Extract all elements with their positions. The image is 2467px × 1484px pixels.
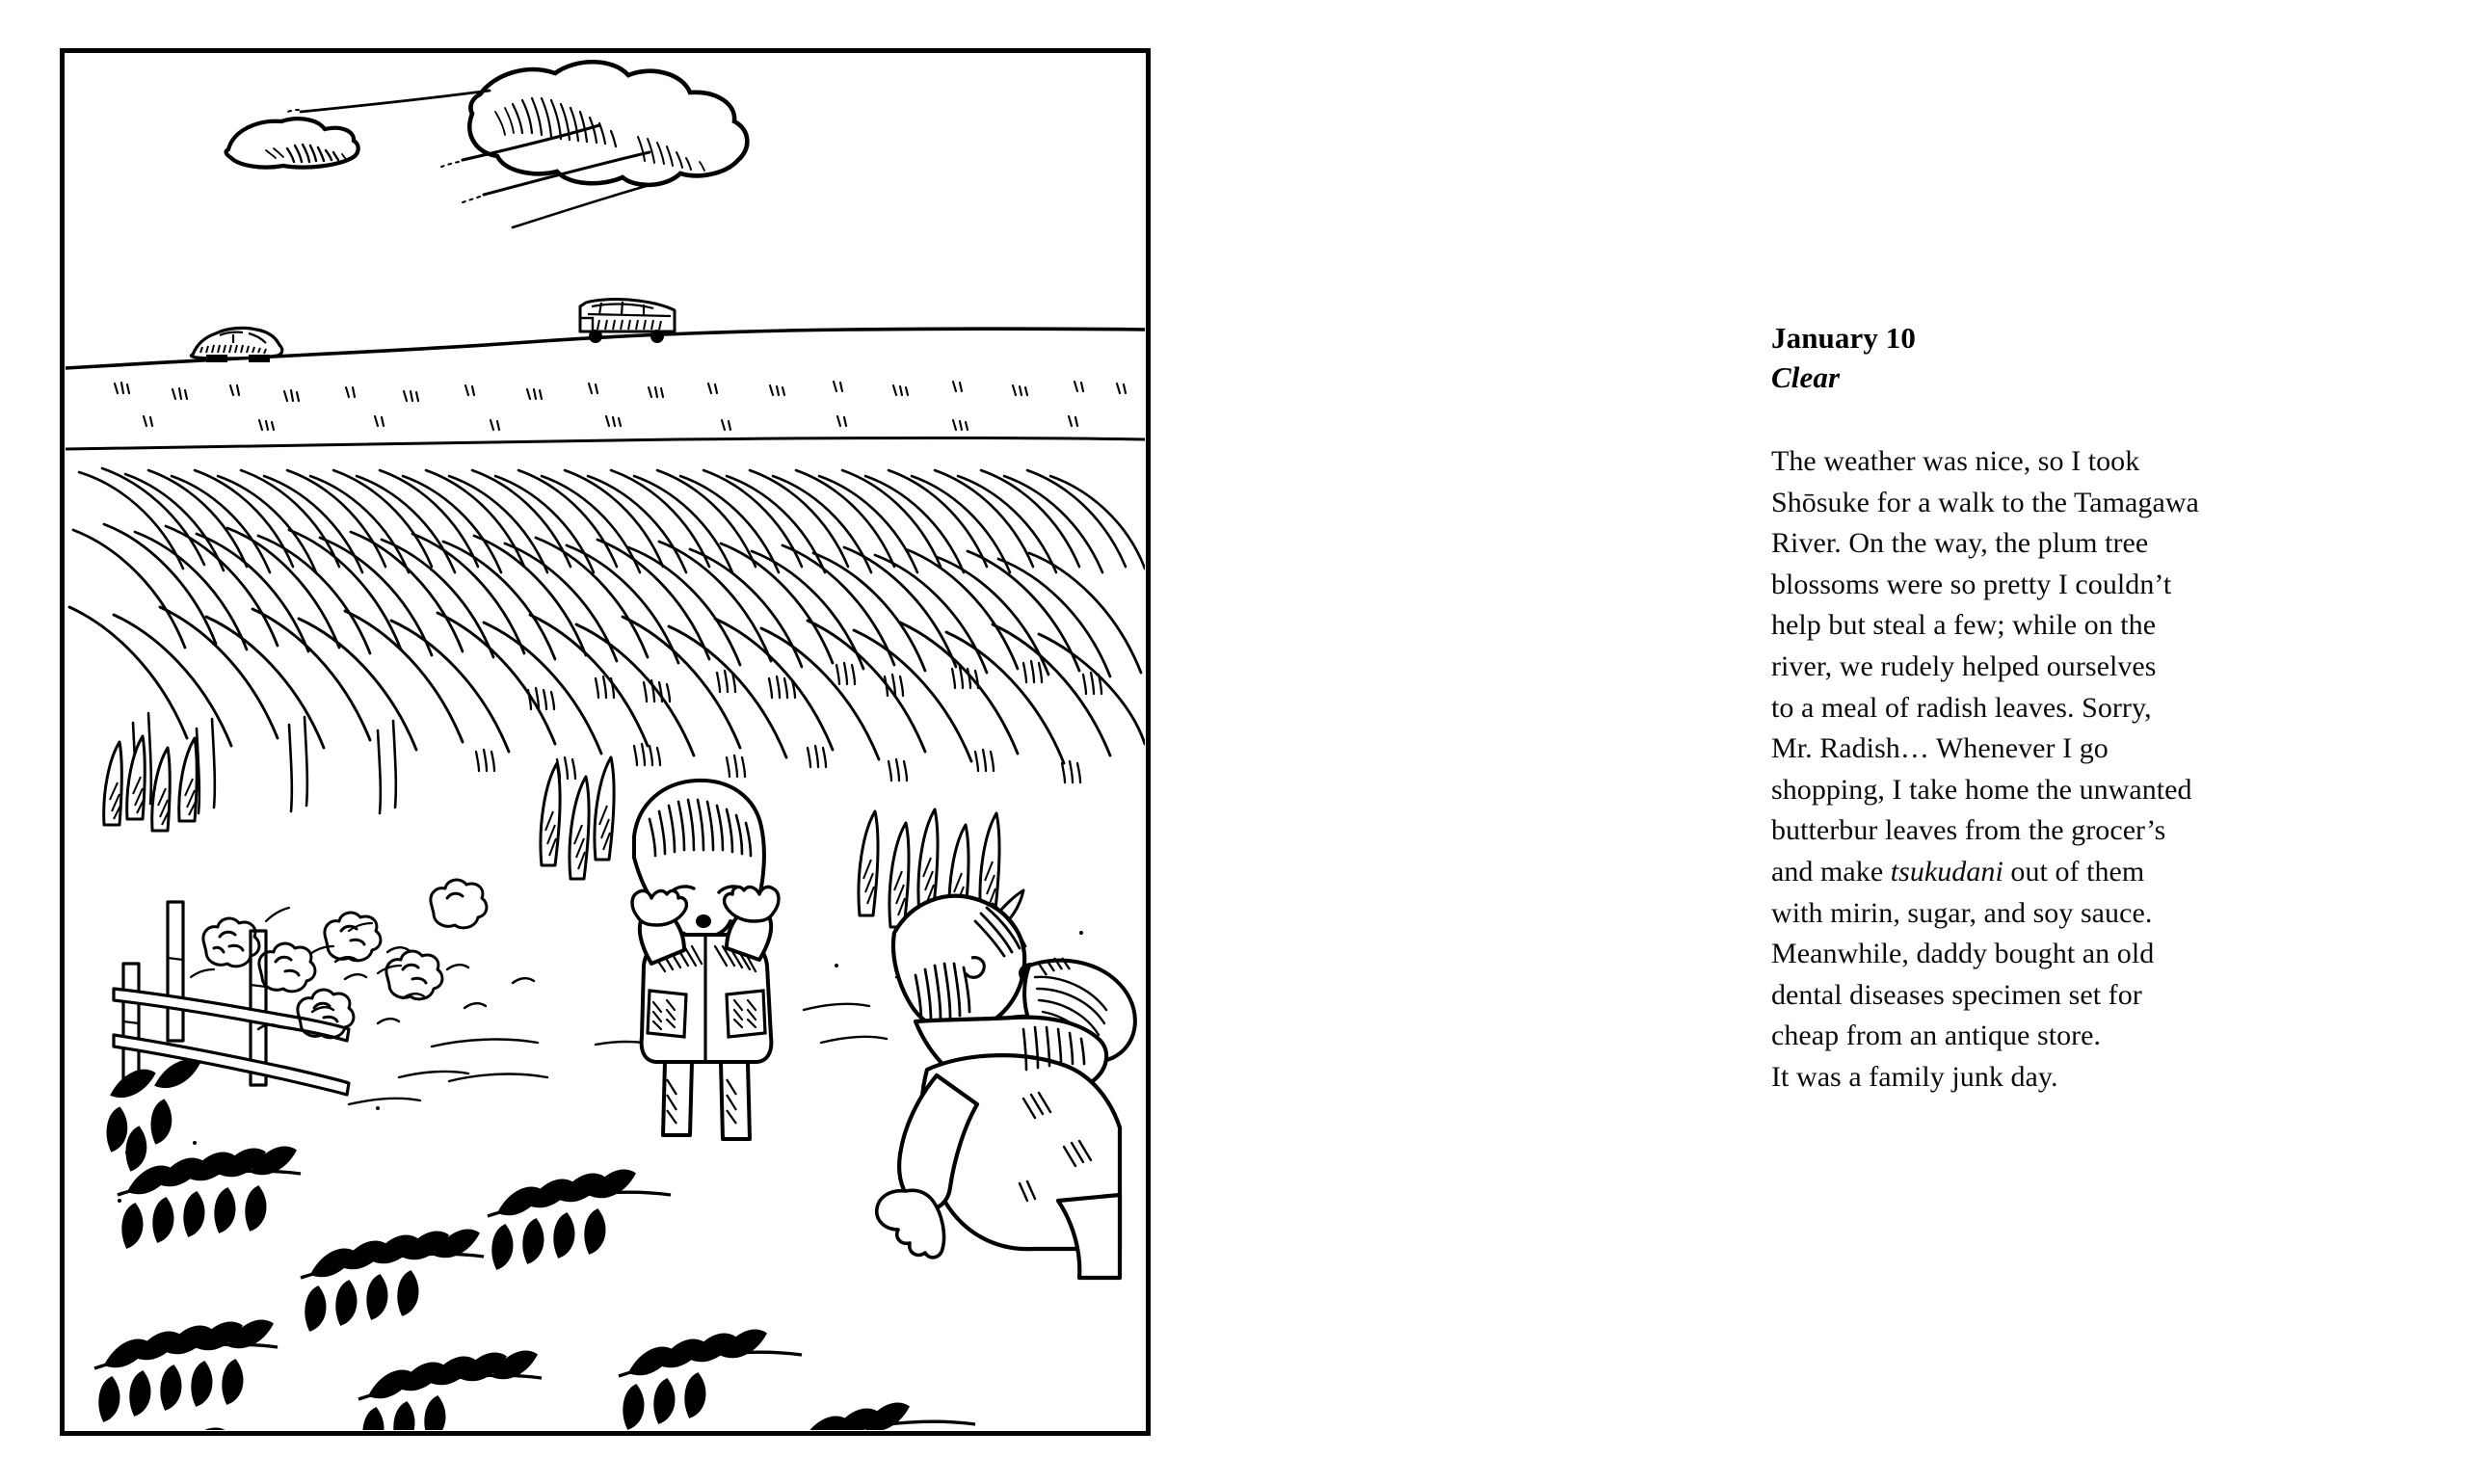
body-line: cheap from an antique store. xyxy=(1771,1020,2102,1052)
entry-weather: Clear xyxy=(1771,360,1841,394)
entry-date: January 10 xyxy=(1771,321,1916,355)
body-line: help but steal a few; while on the xyxy=(1771,609,2157,642)
body-line: to a meal of radish leaves. Sorry, xyxy=(1771,691,2152,724)
body-line: River. On the way, the plum tree xyxy=(1771,527,2149,560)
body-line: blossoms were so pretty I couldn’t xyxy=(1771,568,2172,600)
entry-body-text xyxy=(1771,441,2369,1099)
body-line: river, we rudely helped ourselves xyxy=(1771,649,2157,682)
entry-heading xyxy=(1771,318,2369,397)
body-line: Shōsuke for a walk to the Tamagawa xyxy=(1771,486,2199,518)
body-line-suffix: out of them xyxy=(2003,855,2145,888)
body-line-with-italic xyxy=(1771,852,2369,893)
body-line: shopping, I take home the unwanted xyxy=(1771,773,2192,806)
body-line: with mirin, sugar, and soy sauce. xyxy=(1771,896,2153,929)
body-line: butterbur leaves from the grocer’s xyxy=(1771,814,2166,847)
italic-term-tsukudani: tsukudani xyxy=(1890,855,2003,888)
body-line: It was a family junk day. xyxy=(1771,1060,2058,1093)
illustration-artwork xyxy=(60,48,1151,1436)
body-line-prefix: and make xyxy=(1771,855,1891,888)
diary-entry xyxy=(1771,318,2369,1099)
body-line: dental diseases specimen set for xyxy=(1771,978,2142,1011)
body-line: Meanwhile, daddy bought an old xyxy=(1771,938,2155,970)
illustration-panel xyxy=(60,48,1151,1436)
body-line: The weather was nice, so I took xyxy=(1771,445,2140,477)
body-line: Mr. Radish… Whenever I go xyxy=(1771,732,2109,765)
